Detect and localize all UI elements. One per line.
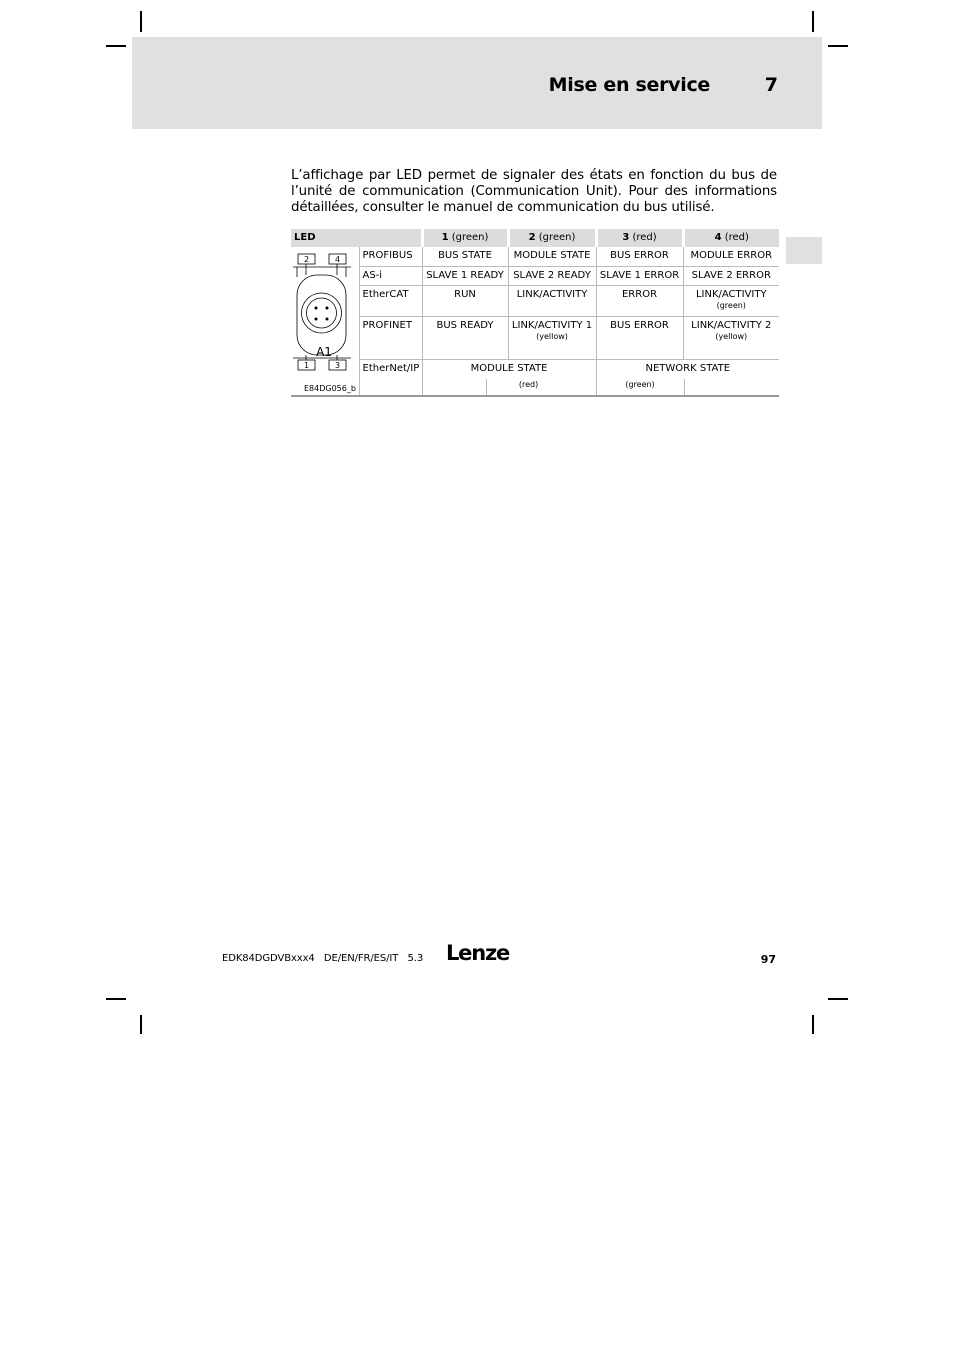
figure-code: E84DG056_b [304,384,356,393]
chapter-title: Mise en service [548,74,710,96]
led-1-2-value: MODULE STATE [470,362,548,374]
led-diagram [291,247,359,396]
led-connector-diagram [291,247,359,395]
led-1-value: RUN [422,285,508,316]
diagram-marking: A1 [316,345,332,359]
crop-mark [812,11,814,32]
page-number: 97 [760,953,776,966]
led-2-color: (red) [518,379,539,389]
led-4-value: SLAVE 2 ERROR [683,266,779,285]
led-3-value: SLAVE 1 ERROR [596,266,683,285]
led-table [291,229,779,397]
led-3-value: BUS ERROR [596,316,683,359]
bus-name: PROFIBUS [359,247,422,266]
crop-mark [140,11,142,32]
cell-divider [486,379,487,396]
led-1-value: BUS STATE [422,247,508,266]
diagram-label-2: 2 [303,255,310,264]
led-3-value: ERROR [596,285,683,316]
table-row [291,247,779,266]
crop-mark [812,1015,814,1034]
led-1-2-cell [422,359,596,396]
lenze-logo: Lenze [446,941,510,965]
header-band [132,37,822,129]
crop-mark [106,45,126,47]
led-1-value: SLAVE 1 READY [422,266,508,285]
led-4-value: MODULE ERROR [683,247,779,266]
document-reference: EDK84DGDVBxxx4 DE/EN/FR/ES/IT 5.3 [222,953,424,964]
header-col-3: 3 (red) [596,229,683,247]
led-4-cell [683,316,779,359]
led-2-value: LINK/ACTIVITY [508,285,596,316]
table-row [291,266,779,285]
led-2-value: LINK/ACTIVITY 1 [511,319,593,331]
led-3-value: BUS ERROR [596,247,683,266]
header-col-2: 2 (green) [508,229,596,247]
table-row [291,359,779,396]
table-header-row [291,229,779,247]
led-3-4-value: NETWORK STATE [645,362,731,374]
led-4-value: LINK/ACTIVITY [695,288,767,300]
led-2-color: (yellow) [536,331,568,341]
header-col-1: 1 (green) [422,229,508,247]
crop-mark [828,45,848,47]
diagram-label-3: 3 [334,361,341,370]
table-row [291,285,779,316]
led-3-4-cell [596,359,779,396]
diagram-label-1: 1 [303,361,310,370]
bus-name: EtherNet/IP [359,359,422,396]
side-tab-marker [786,237,822,264]
led-4-value: LINK/ACTIVITY 2 [691,319,772,331]
led-3-color: (green) [625,379,655,389]
table-row [291,316,779,359]
crop-mark [140,1015,142,1034]
led-4-color: (green) [716,300,746,310]
led-2-cell [508,316,596,359]
chapter-number: 7 [764,74,778,96]
led-2-value: MODULE STATE [508,247,596,266]
bus-name: EtherCAT [359,285,422,316]
led-2-value: SLAVE 2 READY [508,266,596,285]
cell-divider [684,379,685,396]
crop-mark [106,998,126,1000]
bus-name: PROFINET [359,316,422,359]
led-1-value: BUS READY [422,316,508,359]
led-4-cell [683,285,779,316]
diagram-label-4: 4 [334,255,341,264]
header-col-4: 4 (red) [683,229,779,247]
bus-name: AS-i [359,266,422,285]
intro-paragraph: L’affichage par LED permet de signaler des états en fonction du bus de l’unité de communication (Communication Unit). Pour des informations détaillées, consulter le manuel de communication du bus utilisé. [291,168,777,215]
led-4-color: (yellow) [715,331,748,341]
header-led: LED [291,229,422,247]
crop-mark [828,998,848,1000]
